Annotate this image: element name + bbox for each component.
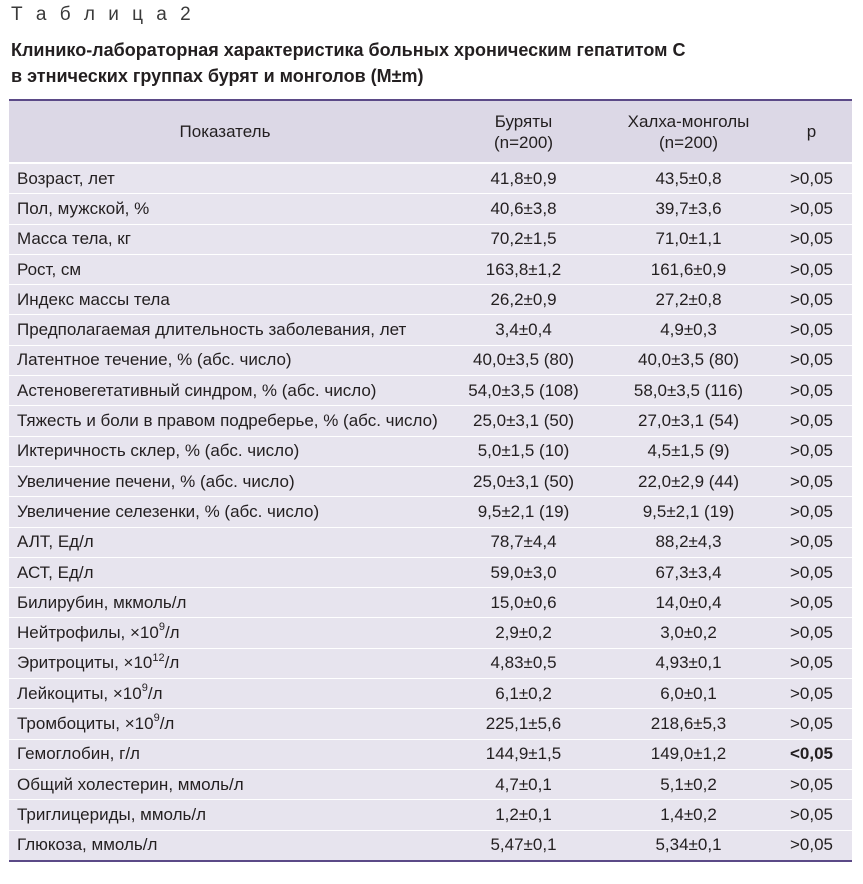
row-indicator-text: Масса тела, кг xyxy=(17,229,131,249)
row-buryat-value: 2,9±0,2 xyxy=(441,618,606,648)
data-table xyxy=(9,99,852,862)
row-indicator-text: Тромбоциты, ×10 xyxy=(17,713,154,733)
table-row xyxy=(9,709,852,739)
table-title-line-2: в этнических группах бурят и монголов (M±m) xyxy=(11,66,424,86)
table-title-line-1: Клинико-лабораторная характеристика больных хроническим гепатитом С xyxy=(11,40,686,60)
row-p-value: >0,05 xyxy=(771,436,852,466)
row-mongol-value: 43,5±0,8 xyxy=(606,163,771,194)
header-mongol xyxy=(606,100,771,163)
row-indicator-name xyxy=(9,679,441,709)
row-mongol-value: 4,93±0,1 xyxy=(606,648,771,678)
row-indicator-name xyxy=(9,163,441,194)
header-buryat xyxy=(441,100,606,163)
table-row xyxy=(9,285,852,315)
table-row xyxy=(9,194,852,224)
row-mongol-value: 161,6±0,9 xyxy=(606,254,771,284)
row-indicator-name xyxy=(9,315,441,345)
row-indicator-name xyxy=(9,557,441,587)
row-buryat-value: 70,2±1,5 xyxy=(441,224,606,254)
row-indicator-text: Эритроциты, ×10 xyxy=(17,653,153,673)
row-mongol-value: 1,4±0,2 xyxy=(606,800,771,830)
row-indicator-text: Пол, мужской, % xyxy=(17,198,150,218)
row-p-value: >0,05 xyxy=(771,345,852,375)
row-indicator-unit: /л xyxy=(164,623,180,643)
row-p-value: >0,05 xyxy=(771,800,852,830)
row-buryat-value: 5,0±1,5 (10) xyxy=(441,436,606,466)
row-indicator-name xyxy=(9,376,441,406)
table-row xyxy=(9,315,852,345)
row-p-value: >0,05 xyxy=(771,648,852,678)
row-indicator-name xyxy=(9,224,441,254)
row-indicator-name xyxy=(9,345,441,375)
row-buryat-value: 40,0±3,5 (80) xyxy=(441,345,606,375)
row-mongol-value: 39,7±3,6 xyxy=(606,194,771,224)
row-indicator-text: Увеличение селезенки, % (абс. число) xyxy=(17,501,320,521)
header-row xyxy=(9,100,852,163)
row-mongol-value: 149,0±1,2 xyxy=(606,739,771,769)
row-buryat-value: 1,2±0,1 xyxy=(441,800,606,830)
table-row xyxy=(9,254,852,284)
row-indicator-text: Рост, см xyxy=(17,259,82,279)
row-indicator-text: Увеличение печени, % (абс. число) xyxy=(17,471,295,491)
row-mongol-value: 71,0±1,1 xyxy=(606,224,771,254)
table-row xyxy=(9,527,852,557)
row-indicator-name xyxy=(9,739,441,769)
row-indicator-name xyxy=(9,436,441,466)
row-buryat-value: 6,1±0,2 xyxy=(441,679,606,709)
row-mongol-value: 4,5±1,5 (9) xyxy=(606,436,771,466)
table-row xyxy=(9,769,852,799)
header-mongol-line-1: Халха-монголы xyxy=(627,111,750,131)
row-p-value: >0,05 xyxy=(771,285,852,315)
row-indicator-name xyxy=(9,406,441,436)
row-p-value: >0,05 xyxy=(771,406,852,436)
table-row xyxy=(9,224,852,254)
row-indicator-text: Индекс массы тела xyxy=(17,289,170,309)
row-indicator-text: Астеновегетативный синдром, % (абс. число) xyxy=(17,380,377,400)
row-mongol-value: 58,0±3,5 (116) xyxy=(606,376,771,406)
row-p-value: >0,05 xyxy=(771,254,852,284)
row-indicator-name xyxy=(9,194,441,224)
table-row xyxy=(9,830,852,861)
row-buryat-value: 15,0±0,6 xyxy=(441,588,606,618)
row-p-value: >0,05 xyxy=(771,709,852,739)
table-row xyxy=(9,739,852,769)
row-mongol-value: 67,3±3,4 xyxy=(606,557,771,587)
table-row xyxy=(9,345,852,375)
table-row xyxy=(9,800,852,830)
row-mongol-value: 27,0±3,1 (54) xyxy=(606,406,771,436)
row-indicator-text: Билирубин, мкмоль/л xyxy=(17,592,187,612)
row-p-value: >0,05 xyxy=(771,830,852,861)
row-mongol-value: 218,6±5,3 xyxy=(606,709,771,739)
table-row xyxy=(9,406,852,436)
table-title xyxy=(11,37,685,89)
row-indicator-text: Возраст, лет xyxy=(17,168,115,188)
table-row xyxy=(9,618,852,648)
row-p-value: >0,05 xyxy=(771,588,852,618)
row-p-value: >0,05 xyxy=(771,557,852,587)
row-indicator-exponent: 9 xyxy=(153,712,160,725)
row-indicator-text: Гемоглобин, г/л xyxy=(17,744,140,764)
row-buryat-value: 25,0±3,1 (50) xyxy=(441,406,606,436)
row-indicator-text: АСТ, Ед/л xyxy=(17,562,94,582)
table-row xyxy=(9,466,852,496)
row-buryat-value: 9,5±2,1 (19) xyxy=(441,497,606,527)
row-indicator-name xyxy=(9,618,441,648)
row-mongol-value: 14,0±0,4 xyxy=(606,588,771,618)
row-mongol-value: 9,5±2,1 (19) xyxy=(606,497,771,527)
row-p-value: >0,05 xyxy=(771,679,852,709)
row-indicator-name xyxy=(9,527,441,557)
table-caption-label: Т а б л и ц а 2 xyxy=(11,4,195,25)
table-body xyxy=(9,163,852,861)
row-buryat-value: 163,8±1,2 xyxy=(441,254,606,284)
row-indicator-name xyxy=(9,830,441,861)
row-buryat-value: 5,47±0,1 xyxy=(441,830,606,861)
row-mongol-value: 5,34±0,1 xyxy=(606,830,771,861)
row-indicator-name xyxy=(9,588,441,618)
row-p-value: >0,05 xyxy=(771,315,852,345)
row-p-value: >0,05 xyxy=(771,194,852,224)
row-indicator-exponent: 9 xyxy=(141,682,148,695)
table-row xyxy=(9,557,852,587)
header-buryat-line-2: (n=200) xyxy=(493,132,554,152)
row-p-value: >0,05 xyxy=(771,769,852,799)
header-buryat-line-1: Буряты xyxy=(494,111,553,131)
table-row xyxy=(9,376,852,406)
row-buryat-value: 3,4±0,4 xyxy=(441,315,606,345)
row-indicator-name xyxy=(9,648,441,678)
row-p-value: >0,05 xyxy=(771,466,852,496)
row-indicator-name xyxy=(9,466,441,496)
row-mongol-value: 5,1±0,2 xyxy=(606,769,771,799)
row-indicator-name xyxy=(9,254,441,284)
row-mongol-value: 6,0±0,1 xyxy=(606,679,771,709)
row-buryat-value: 59,0±3,0 xyxy=(441,557,606,587)
row-indicator-name xyxy=(9,709,441,739)
table-row xyxy=(9,679,852,709)
header-mongol-line-2: (n=200) xyxy=(658,132,719,152)
table-row xyxy=(9,588,852,618)
row-p-value: >0,05 xyxy=(771,224,852,254)
header-p: p xyxy=(771,100,852,163)
row-indicator-text: Латентное течение, % (абс. число) xyxy=(17,350,292,370)
row-mongol-value: 4,9±0,3 xyxy=(606,315,771,345)
row-indicator-text: Иктеричность склер, % (абс. число) xyxy=(17,441,300,461)
row-buryat-value: 26,2±0,9 xyxy=(441,285,606,315)
row-indicator-text: Триглицериды, ммоль/л xyxy=(17,804,207,824)
row-indicator-text: Глюкоза, ммоль/л xyxy=(17,835,158,855)
row-mongol-value: 40,0±3,5 (80) xyxy=(606,345,771,375)
header-indicator: Показатель xyxy=(9,100,441,163)
row-indicator-text: АЛТ, Ед/л xyxy=(17,532,94,552)
row-indicator-text: Предполагаемая длительность заболевания, лет xyxy=(17,320,407,340)
table-row xyxy=(9,436,852,466)
row-indicator-text: Лейкоциты, ×10 xyxy=(17,683,142,703)
row-mongol-value: 22,0±2,9 (44) xyxy=(606,466,771,496)
row-mongol-value: 88,2±4,3 xyxy=(606,527,771,557)
row-indicator-name xyxy=(9,285,441,315)
row-indicator-unit: /л xyxy=(147,683,163,703)
row-buryat-value: 25,0±3,1 (50) xyxy=(441,466,606,496)
row-p-value: >0,05 xyxy=(771,163,852,194)
row-p-value: >0,05 xyxy=(771,497,852,527)
row-buryat-value: 40,6±3,8 xyxy=(441,194,606,224)
row-buryat-value: 144,9±1,5 xyxy=(441,739,606,769)
row-indicator-name xyxy=(9,800,441,830)
row-p-value: >0,05 xyxy=(771,527,852,557)
row-indicator-name xyxy=(9,497,441,527)
table-row xyxy=(9,497,852,527)
row-indicator-text: Нейтрофилы, ×10 xyxy=(17,623,159,643)
row-indicator-exponent: 9 xyxy=(158,621,165,634)
row-indicator-exponent: 12 xyxy=(152,651,165,664)
row-buryat-value: 225,1±5,6 xyxy=(441,709,606,739)
row-indicator-text: Тяжесть и боли в правом подреберье, % (абс. число) xyxy=(17,411,438,431)
row-indicator-unit: /л xyxy=(164,653,180,673)
row-mongol-value: 3,0±0,2 xyxy=(606,618,771,648)
row-buryat-value: 4,83±0,5 xyxy=(441,648,606,678)
row-indicator-text: Общий холестерин, ммоль/л xyxy=(17,774,244,794)
row-p-value: >0,05 xyxy=(771,618,852,648)
row-indicator-unit: /л xyxy=(159,713,175,733)
row-buryat-value: 54,0±3,5 (108) xyxy=(441,376,606,406)
row-buryat-value: 41,8±0,9 xyxy=(441,163,606,194)
row-buryat-value: 78,7±4,4 xyxy=(441,527,606,557)
table-header xyxy=(9,100,852,163)
row-buryat-value: 4,7±0,1 xyxy=(441,769,606,799)
row-p-value: >0,05 xyxy=(771,376,852,406)
row-p-value: <0,05 xyxy=(771,739,852,769)
row-indicator-name xyxy=(9,769,441,799)
table-row xyxy=(9,163,852,194)
table-row xyxy=(9,648,852,678)
row-mongol-value: 27,2±0,8 xyxy=(606,285,771,315)
